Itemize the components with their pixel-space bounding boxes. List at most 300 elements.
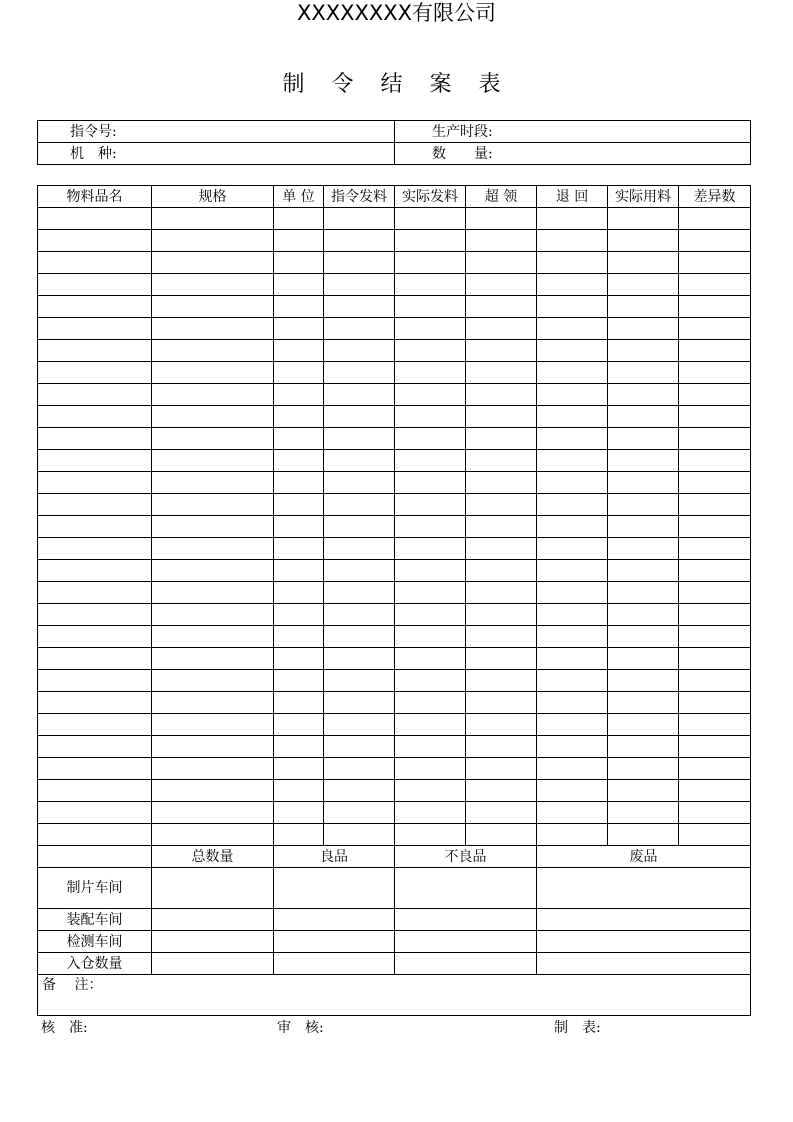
table-cell[interactable] <box>395 560 466 582</box>
table-cell[interactable] <box>466 824 537 846</box>
table-cell[interactable] <box>608 340 679 362</box>
table-cell[interactable] <box>324 736 395 758</box>
order-no-cell[interactable] <box>38 121 395 143</box>
table-cell[interactable] <box>38 208 152 230</box>
form-title: 制 令 结 案 表 <box>282 72 511 97</box>
table-cell[interactable] <box>395 604 466 626</box>
table-cell[interactable] <box>537 494 608 516</box>
table-cell[interactable] <box>274 648 324 670</box>
table-cell[interactable] <box>537 538 608 560</box>
table-cell[interactable] <box>152 340 274 362</box>
table-cell[interactable] <box>537 472 608 494</box>
table-cell[interactable] <box>679 758 751 780</box>
table-cell[interactable] <box>679 802 751 824</box>
table-cell[interactable] <box>38 670 152 692</box>
table-cell[interactable] <box>679 780 751 802</box>
table-cell[interactable] <box>466 494 537 516</box>
table-cell[interactable] <box>395 252 466 274</box>
table-cell[interactable] <box>38 384 152 406</box>
table-cell[interactable] <box>324 494 395 516</box>
table-cell[interactable] <box>537 626 608 648</box>
table-cell[interactable] <box>152 626 274 648</box>
table-cell[interactable] <box>679 406 751 428</box>
table-cell[interactable] <box>537 252 608 274</box>
table-row <box>38 714 751 736</box>
cell-input[interactable] <box>274 931 395 953</box>
table-cell[interactable] <box>274 450 324 472</box>
table-cell[interactable] <box>537 406 608 428</box>
table-cell[interactable] <box>466 670 537 692</box>
table-cell[interactable] <box>679 230 751 252</box>
table-cell[interactable] <box>395 318 466 340</box>
table-cell[interactable] <box>608 604 679 626</box>
table-cell[interactable] <box>537 560 608 582</box>
remark-field[interactable] <box>38 975 751 1016</box>
table-cell[interactable] <box>152 494 274 516</box>
table-row <box>38 824 751 846</box>
table-cell[interactable] <box>537 604 608 626</box>
table-cell[interactable] <box>466 582 537 604</box>
table-cell[interactable] <box>608 516 679 538</box>
table-cell[interactable] <box>395 648 466 670</box>
table-cell[interactable] <box>395 230 466 252</box>
table-cell[interactable] <box>324 604 395 626</box>
table-cell[interactable] <box>466 538 537 560</box>
table-cell[interactable] <box>38 252 152 274</box>
cell-input[interactable] <box>395 931 537 953</box>
table-cell[interactable] <box>38 406 152 428</box>
table-cell[interactable] <box>679 582 751 604</box>
table-cell[interactable] <box>274 780 324 802</box>
table-cell[interactable] <box>324 824 395 846</box>
table-cell[interactable] <box>152 538 274 560</box>
table-cell[interactable] <box>395 384 466 406</box>
table-cell[interactable] <box>395 340 466 362</box>
table-cell[interactable] <box>274 362 324 384</box>
table-cell[interactable] <box>38 538 152 560</box>
table-cell[interactable] <box>466 648 537 670</box>
table-cell[interactable] <box>324 692 395 714</box>
table-cell[interactable] <box>152 274 274 296</box>
table-cell[interactable] <box>152 208 274 230</box>
table-cell[interactable] <box>608 692 679 714</box>
table-cell[interactable] <box>466 626 537 648</box>
table-cell[interactable] <box>395 692 466 714</box>
table-cell[interactable] <box>38 582 152 604</box>
materials-table <box>37 185 751 846</box>
table-cell[interactable] <box>679 428 751 450</box>
table-cell[interactable] <box>324 296 395 318</box>
table-cell[interactable] <box>466 802 537 824</box>
table-cell[interactable] <box>466 428 537 450</box>
cell-input[interactable] <box>152 953 274 975</box>
table-cell[interactable] <box>152 362 274 384</box>
table-cell[interactable] <box>679 692 751 714</box>
table-cell[interactable] <box>679 626 751 648</box>
table-cell[interactable] <box>537 736 608 758</box>
table-cell[interactable] <box>395 582 466 604</box>
table-cell[interactable] <box>38 648 152 670</box>
table-cell[interactable] <box>152 714 274 736</box>
table-cell[interactable] <box>395 736 466 758</box>
table-cell[interactable] <box>537 516 608 538</box>
table-cell[interactable] <box>679 494 751 516</box>
table-cell[interactable] <box>324 714 395 736</box>
signature-line <box>41 1017 750 1037</box>
table-cell[interactable] <box>608 494 679 516</box>
table-cell[interactable] <box>274 318 324 340</box>
table-cell[interactable] <box>679 604 751 626</box>
table-cell[interactable] <box>466 472 537 494</box>
table-cell[interactable] <box>679 538 751 560</box>
table-cell[interactable] <box>274 560 324 582</box>
table-cell[interactable] <box>274 340 324 362</box>
col-order-issue: 指令发料 <box>324 186 395 208</box>
cell-input[interactable] <box>152 931 274 953</box>
table-cell[interactable] <box>395 208 466 230</box>
table-cell[interactable] <box>274 428 324 450</box>
table-cell[interactable] <box>152 384 274 406</box>
table-cell[interactable] <box>608 318 679 340</box>
table-cell[interactable] <box>38 516 152 538</box>
table-cell[interactable] <box>608 780 679 802</box>
table-cell[interactable] <box>608 362 679 384</box>
table-cell[interactable] <box>38 362 152 384</box>
table-cell[interactable] <box>152 318 274 340</box>
table-cell[interactable] <box>38 296 152 318</box>
production-period-cell[interactable] <box>395 121 751 143</box>
model-label: 机 种: <box>70 145 117 162</box>
table-cell[interactable] <box>38 714 152 736</box>
table-cell[interactable] <box>679 714 751 736</box>
table-cell[interactable] <box>152 802 274 824</box>
table-cell[interactable] <box>679 472 751 494</box>
table-cell[interactable] <box>608 626 679 648</box>
table-cell[interactable] <box>38 736 152 758</box>
table-cell[interactable] <box>152 582 274 604</box>
cell-input[interactable] <box>152 909 274 931</box>
table-row <box>38 648 751 670</box>
table-cell[interactable] <box>537 648 608 670</box>
cell-input[interactable] <box>274 953 395 975</box>
table-cell[interactable] <box>152 736 274 758</box>
table-cell[interactable] <box>466 318 537 340</box>
table-cell[interactable] <box>395 472 466 494</box>
table-cell[interactable] <box>395 780 466 802</box>
table-cell[interactable] <box>274 692 324 714</box>
table-cell[interactable] <box>679 274 751 296</box>
table-cell[interactable] <box>152 406 274 428</box>
table-cell[interactable] <box>274 714 324 736</box>
table-cell[interactable] <box>679 824 751 846</box>
table-cell[interactable] <box>466 604 537 626</box>
table-cell[interactable] <box>466 692 537 714</box>
table-cell[interactable] <box>274 274 324 296</box>
table-cell[interactable] <box>537 362 608 384</box>
table-cell[interactable] <box>466 340 537 362</box>
table-cell[interactable] <box>274 824 324 846</box>
cell-input[interactable] <box>537 931 751 953</box>
table-cell[interactable] <box>608 384 679 406</box>
table-cell[interactable] <box>537 340 608 362</box>
table-cell[interactable] <box>395 494 466 516</box>
table-cell[interactable] <box>274 670 324 692</box>
cell-input[interactable] <box>274 909 395 931</box>
table-cell[interactable] <box>537 582 608 604</box>
table-cell[interactable] <box>38 692 152 714</box>
table-cell[interactable] <box>395 626 466 648</box>
table-cell[interactable] <box>274 296 324 318</box>
table-cell[interactable] <box>537 318 608 340</box>
table-cell[interactable] <box>608 736 679 758</box>
table-cell[interactable] <box>324 670 395 692</box>
table-cell[interactable] <box>38 758 152 780</box>
col-return: 退 回 <box>537 186 608 208</box>
table-cell[interactable] <box>274 604 324 626</box>
table-cell[interactable] <box>466 208 537 230</box>
table-cell[interactable] <box>324 318 395 340</box>
table-cell[interactable] <box>537 208 608 230</box>
table-cell[interactable] <box>679 340 751 362</box>
table-cell[interactable] <box>38 340 152 362</box>
table-cell[interactable] <box>679 450 751 472</box>
table-cell[interactable] <box>395 428 466 450</box>
table-cell[interactable] <box>274 406 324 428</box>
table-cell[interactable] <box>537 802 608 824</box>
table-cell[interactable] <box>274 538 324 560</box>
remark-row <box>38 975 751 1016</box>
table-cell[interactable] <box>274 472 324 494</box>
table-cell[interactable] <box>537 274 608 296</box>
table-cell[interactable] <box>679 318 751 340</box>
table-cell[interactable] <box>38 560 152 582</box>
table-cell[interactable] <box>274 494 324 516</box>
table-cell[interactable] <box>466 296 537 318</box>
table-cell[interactable] <box>466 274 537 296</box>
table-cell[interactable] <box>679 362 751 384</box>
table-cell[interactable] <box>274 802 324 824</box>
table-cell[interactable] <box>679 560 751 582</box>
table-cell[interactable] <box>466 516 537 538</box>
table-cell[interactable] <box>324 428 395 450</box>
table-cell[interactable] <box>38 824 152 846</box>
table-cell[interactable] <box>466 780 537 802</box>
table-cell[interactable] <box>466 252 537 274</box>
table-cell[interactable] <box>608 406 679 428</box>
table-cell[interactable] <box>537 296 608 318</box>
table-cell[interactable] <box>38 494 152 516</box>
model-cell[interactable] <box>38 143 395 165</box>
table-cell[interactable] <box>537 692 608 714</box>
table-cell[interactable] <box>152 560 274 582</box>
table-cell[interactable] <box>395 406 466 428</box>
table-cell[interactable] <box>152 670 274 692</box>
table-cell[interactable] <box>274 230 324 252</box>
table-cell[interactable] <box>537 824 608 846</box>
table-cell[interactable] <box>324 626 395 648</box>
table-cell[interactable] <box>608 824 679 846</box>
table-cell[interactable] <box>274 384 324 406</box>
cell-input[interactable] <box>537 953 751 975</box>
table-cell[interactable] <box>395 296 466 318</box>
table-cell[interactable] <box>395 274 466 296</box>
cell-input[interactable] <box>395 953 537 975</box>
table-cell[interactable] <box>324 208 395 230</box>
table-cell[interactable] <box>324 274 395 296</box>
table-cell[interactable] <box>152 516 274 538</box>
table-cell[interactable] <box>324 340 395 362</box>
table-cell[interactable] <box>395 758 466 780</box>
table-cell[interactable] <box>395 516 466 538</box>
table-cell[interactable] <box>608 582 679 604</box>
table-cell[interactable] <box>679 252 751 274</box>
table-cell[interactable] <box>537 780 608 802</box>
table-cell[interactable] <box>679 736 751 758</box>
table-cell[interactable] <box>679 296 751 318</box>
table-cell[interactable] <box>537 670 608 692</box>
company-name: XXXXXXXX有限公司 <box>296 1 497 25</box>
table-cell[interactable] <box>38 604 152 626</box>
table-cell[interactable] <box>274 758 324 780</box>
table-cell[interactable] <box>466 450 537 472</box>
table-cell[interactable] <box>679 384 751 406</box>
table-cell[interactable] <box>537 450 608 472</box>
table-cell[interactable] <box>466 560 537 582</box>
table-cell[interactable] <box>324 450 395 472</box>
cell-input[interactable] <box>152 868 274 909</box>
table-cell[interactable] <box>395 538 466 560</box>
table-cell[interactable] <box>466 736 537 758</box>
quantity-cell[interactable] <box>395 143 751 165</box>
table-cell[interactable] <box>679 670 751 692</box>
table-cell[interactable] <box>608 252 679 274</box>
table-cell[interactable] <box>324 230 395 252</box>
review-label: 审 核: <box>277 1020 324 1036</box>
cell-input[interactable] <box>395 909 537 931</box>
table-cell[interactable] <box>395 714 466 736</box>
table-cell[interactable] <box>608 230 679 252</box>
table-cell[interactable] <box>324 362 395 384</box>
table-cell[interactable] <box>466 384 537 406</box>
table-cell[interactable] <box>608 450 679 472</box>
table-cell[interactable] <box>38 450 152 472</box>
table-cell[interactable] <box>274 252 324 274</box>
table-cell[interactable] <box>274 736 324 758</box>
table-cell[interactable] <box>395 802 466 824</box>
table-cell[interactable] <box>274 208 324 230</box>
table-cell[interactable] <box>38 318 152 340</box>
table-cell[interactable] <box>38 472 152 494</box>
table-cell[interactable] <box>38 780 152 802</box>
table-cell[interactable] <box>38 274 152 296</box>
table-cell[interactable] <box>395 824 466 846</box>
table-cell[interactable] <box>152 604 274 626</box>
table-cell[interactable] <box>324 516 395 538</box>
table-cell[interactable] <box>608 758 679 780</box>
table-cell[interactable] <box>274 582 324 604</box>
table-cell[interactable] <box>152 758 274 780</box>
table-cell[interactable] <box>152 780 274 802</box>
table-cell[interactable] <box>537 230 608 252</box>
table-cell[interactable] <box>537 714 608 736</box>
table-cell[interactable] <box>324 802 395 824</box>
table-cell[interactable] <box>608 274 679 296</box>
row-label-assembly-workshop: 装配车间 <box>38 909 152 931</box>
row-label-sheet-workshop: 制片车间 <box>38 868 152 909</box>
table-cell[interactable] <box>324 538 395 560</box>
table-cell[interactable] <box>324 780 395 802</box>
table-cell[interactable] <box>38 626 152 648</box>
table-cell[interactable] <box>324 648 395 670</box>
table-cell[interactable] <box>466 362 537 384</box>
table-cell[interactable] <box>608 560 679 582</box>
table-cell[interactable] <box>608 538 679 560</box>
table-cell[interactable] <box>537 384 608 406</box>
table-cell[interactable] <box>608 208 679 230</box>
table-cell[interactable] <box>152 296 274 318</box>
table-cell[interactable] <box>38 230 152 252</box>
table-cell[interactable] <box>152 450 274 472</box>
table-cell[interactable] <box>324 582 395 604</box>
table-cell[interactable] <box>679 208 751 230</box>
table-cell[interactable] <box>152 230 274 252</box>
table-cell[interactable] <box>324 384 395 406</box>
table-cell[interactable] <box>537 758 608 780</box>
table-cell[interactable] <box>324 560 395 582</box>
cell-input[interactable] <box>395 868 537 909</box>
col-good: 良品 <box>274 846 395 868</box>
table-cell[interactable] <box>38 428 152 450</box>
table-cell[interactable] <box>679 516 751 538</box>
table-cell[interactable] <box>466 714 537 736</box>
table-cell[interactable] <box>152 692 274 714</box>
table-cell[interactable] <box>608 428 679 450</box>
table-cell[interactable] <box>466 230 537 252</box>
table-cell[interactable] <box>38 802 152 824</box>
table-cell[interactable] <box>679 648 751 670</box>
table-cell[interactable] <box>608 648 679 670</box>
table-cell[interactable] <box>395 450 466 472</box>
table-cell[interactable] <box>152 252 274 274</box>
summary-corner <box>38 846 152 868</box>
cell-input[interactable] <box>537 909 751 931</box>
cell-input[interactable] <box>537 868 751 909</box>
table-cell[interactable] <box>324 758 395 780</box>
col-actual-usage: 实际用料 <box>608 186 679 208</box>
table-cell[interactable] <box>466 406 537 428</box>
row-label-warehouse-qty: 入仓数量 <box>38 953 152 975</box>
table-cell[interactable] <box>395 362 466 384</box>
table-cell[interactable] <box>608 802 679 824</box>
table-cell[interactable] <box>608 472 679 494</box>
table-cell[interactable] <box>152 824 274 846</box>
table-cell[interactable] <box>152 428 274 450</box>
table-cell[interactable] <box>537 428 608 450</box>
table-cell[interactable] <box>324 406 395 428</box>
table-cell[interactable] <box>324 252 395 274</box>
table-cell[interactable] <box>152 648 274 670</box>
table-cell[interactable] <box>466 758 537 780</box>
table-cell[interactable] <box>274 626 324 648</box>
table-cell[interactable] <box>324 472 395 494</box>
table-cell[interactable] <box>152 472 274 494</box>
cell-input[interactable] <box>274 868 395 909</box>
table-cell[interactable] <box>608 670 679 692</box>
table-cell[interactable] <box>395 670 466 692</box>
table-cell[interactable] <box>274 516 324 538</box>
table-cell[interactable] <box>608 714 679 736</box>
table-cell[interactable] <box>608 296 679 318</box>
